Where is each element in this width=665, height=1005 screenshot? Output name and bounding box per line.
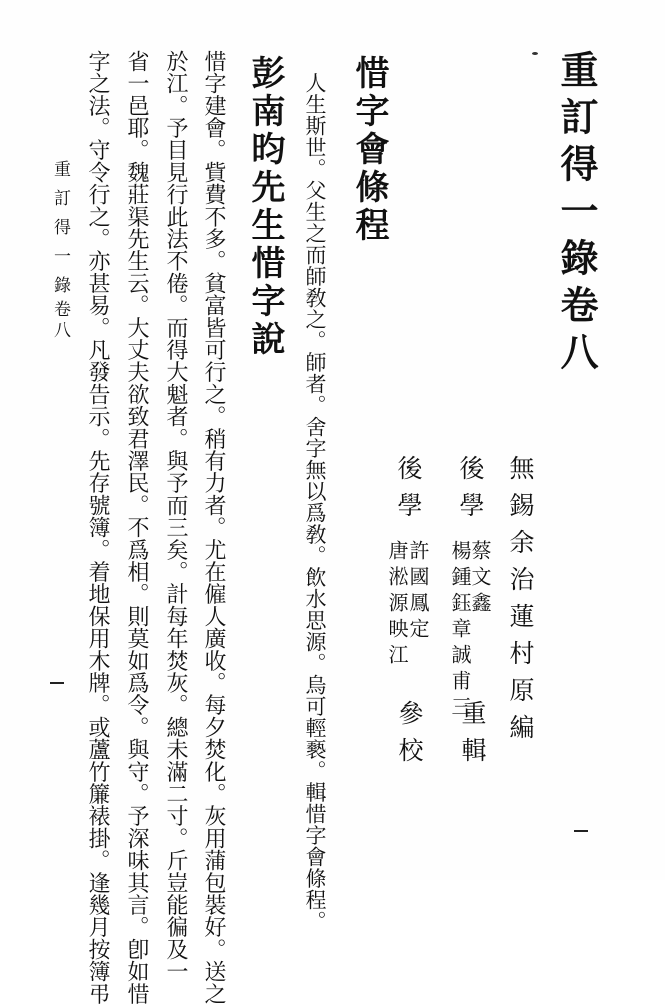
margin-volume: 卷八 — [50, 300, 70, 342]
proofreader-role: 參校 — [395, 700, 424, 774]
editor-names-a: 蔡文鑫 — [468, 540, 492, 618]
book-title: 重訂得一錄卷八 — [554, 50, 599, 379]
body-line-3: 省一邑耶。魏莊渠先生云。大丈夫欲致君澤民。不爲相。則莫如爲令。與守。予深味其言。卽如惜 — [124, 50, 149, 1005]
proofreader-names-b: 唐淞源映江 — [385, 540, 409, 670]
editor-role: 重輯 — [458, 700, 487, 774]
ink-speck — [532, 52, 538, 55]
body-line-4: 字之法。守令行之。亦甚易。凡發告示。先存號簿。着地保用木牌。或蘆竹簾裱掛。逢幾月按簿弔 — [85, 50, 110, 1005]
margin-book-title: 重訂得一錄 — [50, 160, 70, 305]
proofreader-label: 後學 — [394, 455, 423, 529]
section-heading-peng: 彭南昀先生惜字說 — [245, 55, 285, 359]
body-line-2: 於江。予目見行此法不倦。而得大魁者。與予而三矣。計每年焚灰。總未滿二寸。斤豈能徧及一 — [163, 50, 188, 983]
section-rules-text: 人生斯世。父生之而師敎之。師者。舍字無以爲敎。飲水思源。烏可輕褻。輯惜字會條程。 — [303, 72, 327, 932]
section-heading-rules: 惜字會條程 — [349, 55, 389, 245]
compiler-credit: 無錫余治蓮村原編 — [506, 455, 535, 751]
editor-label: 後學 — [456, 455, 485, 529]
editor-names-b: 楊鍾鈺章誠甫三 — [448, 540, 472, 722]
body-line-1: 惜字建會。貲費不多。貧富皆可行之。稍有力者。尤在僱人廣收。每夕焚化。灰用蒲包裝好。送之 — [201, 50, 226, 1005]
proofreader-names-a: 許國鳳定 — [406, 540, 430, 644]
fold-mark-right — [574, 830, 588, 832]
fold-mark-left — [50, 682, 64, 684]
